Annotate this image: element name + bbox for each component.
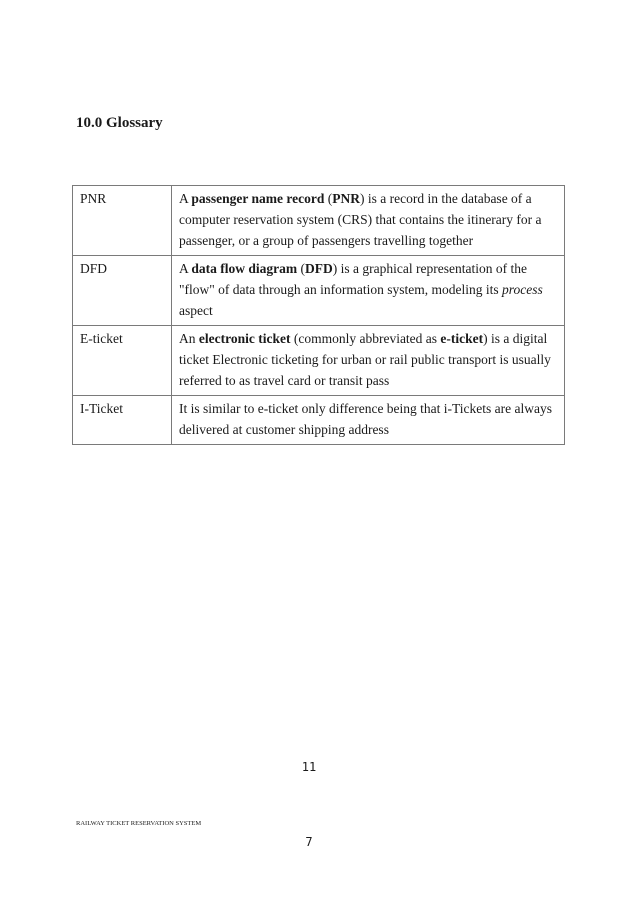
glossary-term: I-Ticket [73, 396, 172, 445]
definition-italic-text: process [501, 282, 543, 297]
definition-text: A [179, 261, 192, 276]
definition-bold-text: PNR [332, 191, 360, 206]
definition-text: ) is a record in the database of a computer reservation system (CRS) that contains the itinerary for a passenger, or a group of passengers travelling together [179, 191, 542, 248]
glossary-definition [172, 186, 565, 256]
glossary-term: E-ticket [73, 326, 172, 396]
running-footer-title: RAILWAY TICKET RESERVATION SYSTEM [76, 820, 202, 827]
definition-text: It is similar to e-ticket only difference being that i-Tickets are always delivered at customer shipping address [179, 401, 553, 437]
glossary-row [73, 326, 565, 396]
page-number-upper: 11 [301, 760, 317, 774]
glossary-table [72, 185, 565, 445]
definition-bold-text: e-ticket [440, 331, 484, 346]
definition-text: ) is a digital ticket Electronic ticketing for urban or rail public transport is usually referred to as travel card or transit pass [179, 331, 551, 388]
glossary-definition [172, 256, 565, 326]
definition-bold-text: electronic ticket [198, 331, 291, 346]
definition-text: An [179, 331, 199, 346]
glossary-row [73, 256, 565, 326]
definition-text: (commonly abbreviated as [290, 331, 441, 346]
glossary-term: DFD [73, 256, 172, 326]
definition-text: ( [297, 261, 306, 276]
definition-bold-text: data flow diagram [191, 261, 298, 276]
definition-text: A [179, 191, 192, 206]
definition-text: aspect [179, 303, 213, 318]
glossary-term: PNR [73, 186, 172, 256]
page-number-lower: 7 [305, 835, 313, 849]
glossary-table-body [73, 186, 565, 445]
definition-bold-text: DFD [305, 261, 333, 276]
section-heading: 10.0 Glossary [76, 115, 163, 131]
definition-text: ( [324, 191, 333, 206]
definition-text: ) is a graphical representation of the "flow" of data through an information system, modeling its [179, 261, 527, 297]
glossary-row [73, 186, 565, 256]
definition-bold-text: passenger name record [191, 191, 325, 206]
glossary-row [73, 396, 565, 445]
glossary-definition [172, 326, 565, 396]
glossary-definition [172, 396, 565, 445]
